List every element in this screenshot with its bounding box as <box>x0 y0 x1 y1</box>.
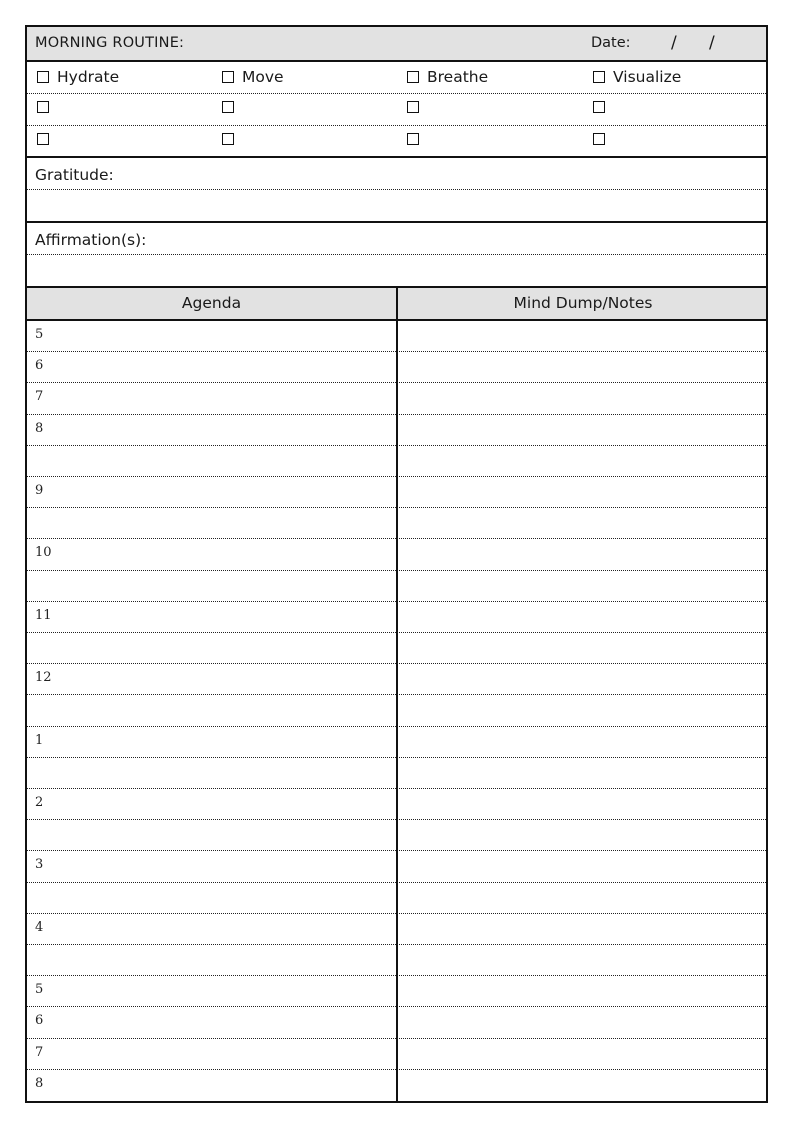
hour-label: 7 <box>35 389 44 405</box>
hour-label: 12 <box>35 670 52 686</box>
checkbox-icon[interactable] <box>407 101 419 113</box>
hour-label: 8 <box>35 420 44 436</box>
hour-label: 6 <box>35 1013 44 1029</box>
checklist-row <box>27 94 766 126</box>
hour-label: 1 <box>35 732 44 748</box>
date-separator: / <box>709 33 715 53</box>
checkbox-icon[interactable] <box>37 71 49 83</box>
affirmation-line[interactable] <box>27 255 766 288</box>
checkbox-icon[interactable] <box>593 101 605 113</box>
checkbox-blank[interactable] <box>593 133 613 145</box>
checkbox-icon[interactable] <box>222 133 234 145</box>
checkbox-icon[interactable] <box>37 101 49 113</box>
date-separator: / <box>671 33 677 53</box>
planner-sheet <box>25 25 768 1103</box>
hour-label: 5 <box>35 327 44 342</box>
checkbox-blank[interactable] <box>37 101 57 113</box>
checkbox-icon[interactable] <box>593 71 605 83</box>
checkbox-move[interactable] <box>222 68 284 86</box>
morning-routine-header <box>27 27 766 62</box>
checkbox-blank[interactable] <box>593 101 613 113</box>
checkbox-label: Move <box>242 68 284 86</box>
hour-label: 11 <box>35 607 52 623</box>
checkbox-blank[interactable] <box>222 133 242 145</box>
affirmation-label: Affirmation(s): <box>35 231 147 249</box>
checkbox-icon[interactable] <box>37 133 49 145</box>
checkbox-blank[interactable] <box>222 101 242 113</box>
checkbox-blank[interactable] <box>407 101 427 113</box>
checkbox-visualize[interactable] <box>593 68 681 86</box>
affirmation-row[interactable] <box>27 223 766 255</box>
checkbox-icon[interactable] <box>222 71 234 83</box>
hour-label: 9 <box>35 483 44 498</box>
hour-label: 7 <box>35 1044 44 1060</box>
checklist-row <box>27 126 766 158</box>
hour-label: 5 <box>35 982 44 998</box>
morning-routine-title: MORNING ROUTINE: <box>35 35 185 51</box>
notes-heading: Mind Dump/Notes <box>513 294 653 312</box>
hour-label: 2 <box>35 795 44 810</box>
hour-label: 6 <box>35 358 44 374</box>
checkbox-hydrate[interactable] <box>37 68 119 86</box>
hour-label: 3 <box>35 857 44 873</box>
checkbox-label: Visualize <box>613 68 682 86</box>
checkbox-blank[interactable] <box>407 133 427 145</box>
gratitude-line[interactable] <box>27 190 766 223</box>
agenda-heading: Agenda <box>181 294 242 312</box>
hour-label: 4 <box>35 919 44 935</box>
date-label: Date: <box>591 35 631 51</box>
checkbox-label: Hydrate <box>57 68 120 86</box>
hour-label: 8 <box>35 1075 44 1091</box>
checkbox-label: Breathe <box>427 68 489 86</box>
column-divider <box>396 288 398 1101</box>
checkbox-blank[interactable] <box>37 133 57 145</box>
gratitude-row[interactable] <box>27 158 766 190</box>
checkbox-icon[interactable] <box>407 71 419 83</box>
checkbox-icon[interactable] <box>222 101 234 113</box>
checkbox-icon[interactable] <box>407 133 419 145</box>
hour-label: 10 <box>35 545 52 561</box>
checkbox-icon[interactable] <box>593 133 605 145</box>
checkbox-breathe[interactable] <box>407 68 488 86</box>
checklist-row <box>27 62 766 94</box>
gratitude-label: Gratitude: <box>35 166 114 184</box>
